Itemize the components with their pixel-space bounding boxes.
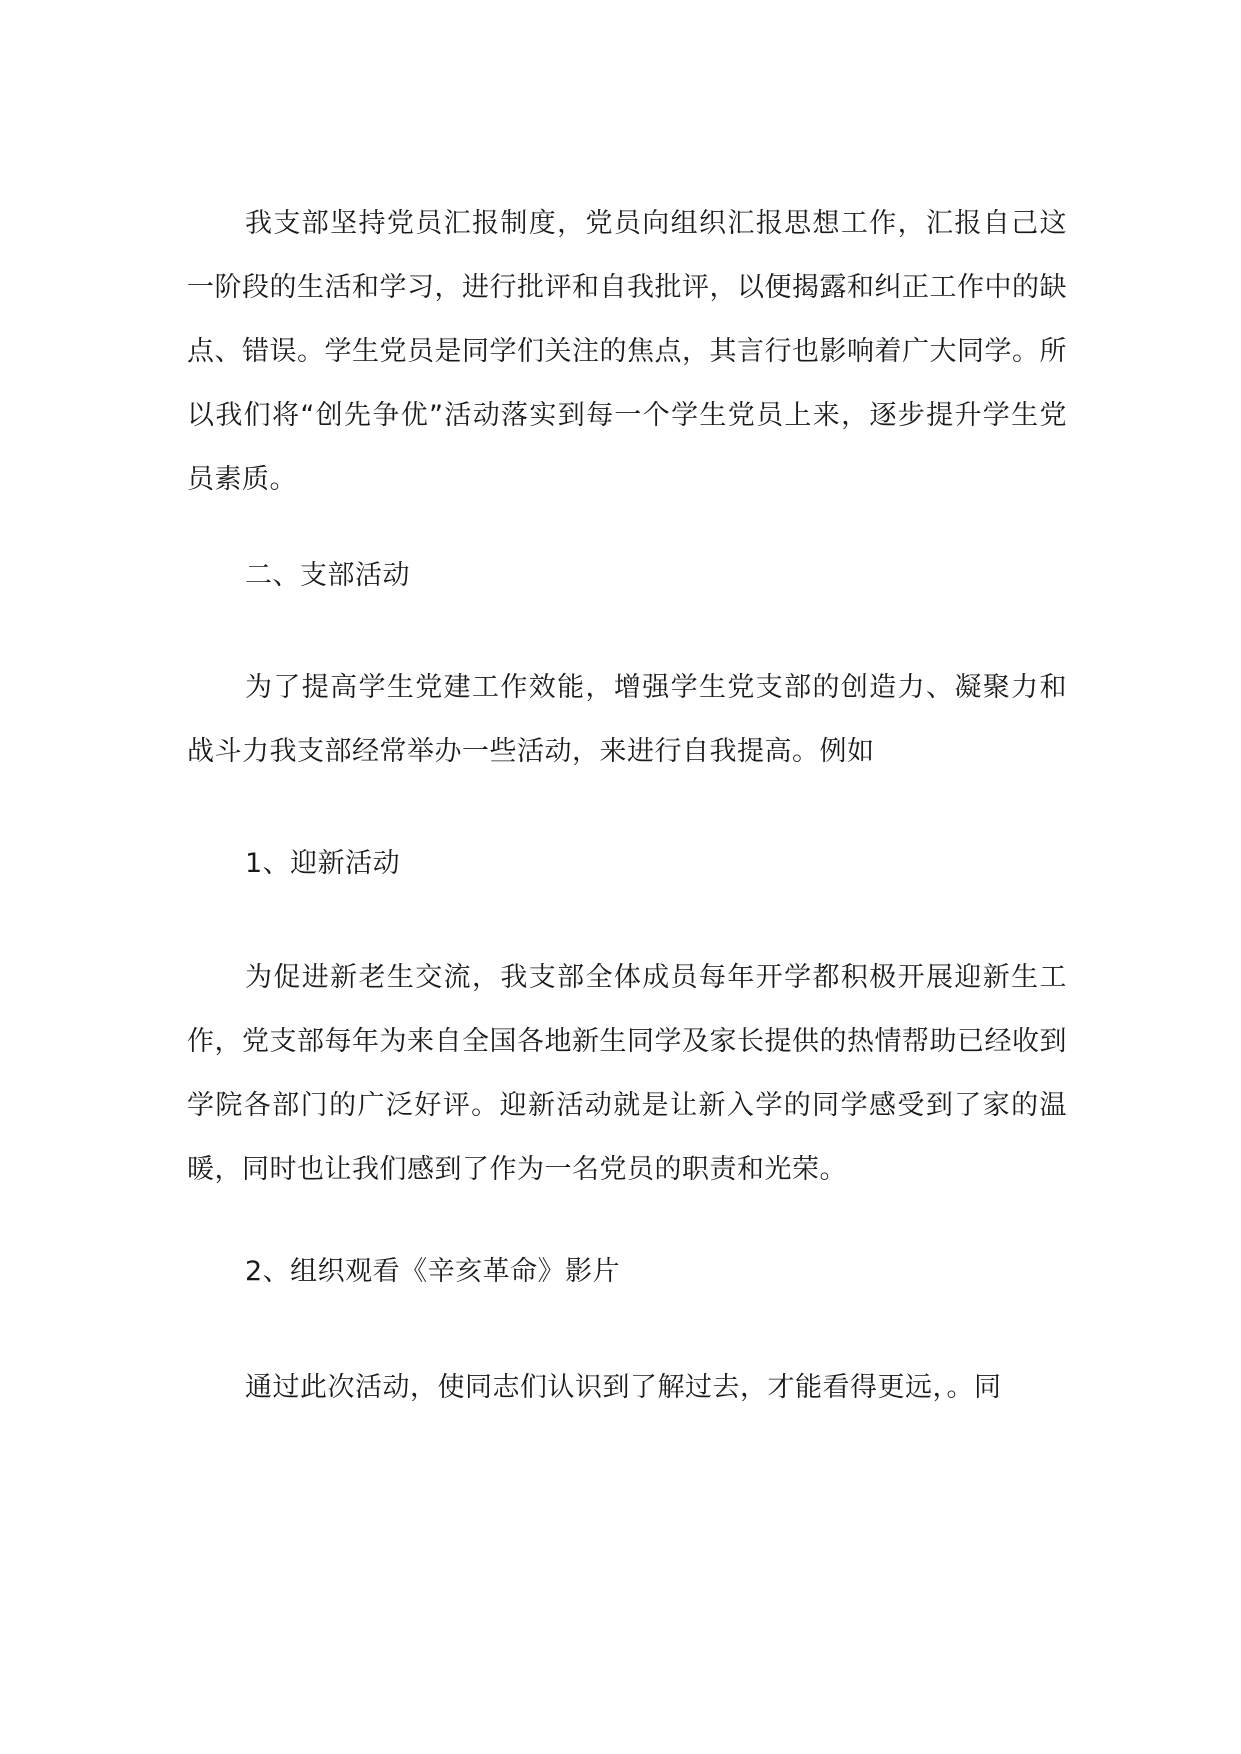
paragraph-film-viewing: 通过此次活动，使同志们认识到了解过去，才能看得更远，。同 [245, 1372, 1002, 1403]
paragraph-report-system: 我支部坚持党员汇报制度，党员向组织汇报思想工作，汇报自己这一阶段的生活和学习，进行批评和自我批评，以便揭露和纠正工作中的缺点、错误。学生党员是同学们关注的焦点，其言行也影响着广大同学。所以我们将“创先争优”活动落实到每一个学生党员上来，逐步提升学生党员素质。 [187, 208, 1067, 495]
item-heading-film-viewing: 2、组织观看《辛亥革命》影片 [245, 1256, 621, 1287]
paragraph-activities-intro: 为了提高学生党建工作效能，增强学生党支部的创造力、凝聚力和战斗力我支部经常举办一些活动，来进行自我提高。例如 [187, 672, 1067, 767]
paragraph-welcome-activity: 为促进新老生交流，我支部全体成员每年开学都积极开展迎新生工作，党支部每年为来自全国各地新生同学及家长提供的热情帮助已经收到学院各部门的广泛好评。迎新活动就是让新入学的同学感受到了家的温暖，同时也让我们感到了作为一名党员的职责和光荣。 [187, 962, 1067, 1185]
item-heading-welcome-activity: 1、迎新活动 [245, 848, 401, 879]
section-heading-branch-activities: 二、支部活动 [245, 560, 410, 591]
